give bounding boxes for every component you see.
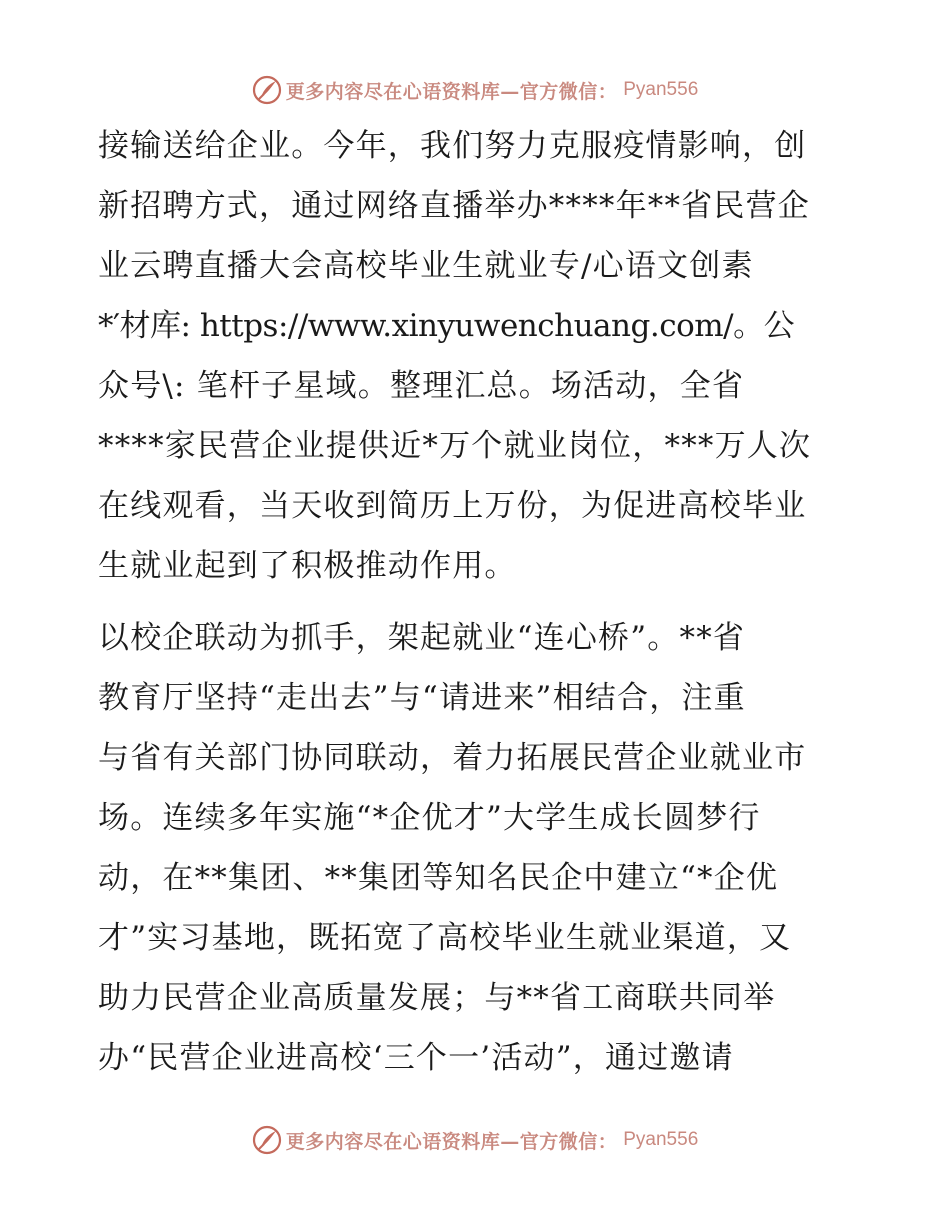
watermark-text: 更多内容尽在心语资料库—官方微信： — [285, 1130, 618, 1153]
document-body — [98, 116, 850, 1088]
watermark-wechat-id: Pyan556 — [623, 79, 699, 100]
text-line: 场。连续多年实施“*企优才”大学生成长圆梦行 — [98, 800, 761, 836]
text-line: ****家民营企业提供近*万个就业岗位，***万人次 — [98, 428, 812, 464]
text-line: *′材库: https://www.xinyuwenchuang.com/。公 — [98, 308, 795, 344]
paragraph — [98, 116, 850, 596]
feather-pen-logo-icon — [252, 75, 282, 105]
text-line: 才”实习基地，既拓宽了高校毕业生就业渠道，又 — [98, 920, 792, 956]
text-line: 众号\: 笔杆子星域。整理汇总。场活动，全省 — [98, 368, 745, 404]
text-line: 以校企联动为抓手，架起就业“连心桥”。**省 — [98, 620, 746, 656]
paragraph — [98, 608, 850, 1088]
text-line: 在线观看，当天收到简历上万份，为促进高校毕业 — [98, 488, 807, 524]
text-line: 动，在**集团、**集团等知名民企中建立“*企优 — [98, 860, 779, 896]
text-line: 接输送给企业。今年，我们努力克服疫情影响，创 — [98, 128, 807, 164]
text-line: 新招聘方式，通过网络直播举办****年**省民营企 — [98, 188, 810, 224]
text-line: 助力民营企业高质量发展；与**省工商联共同举 — [98, 980, 776, 1016]
text-line: 教育厅坚持“走出去”与“请进来”相结合，注重 — [98, 680, 746, 716]
footer-watermark — [0, 1120, 950, 1160]
header-watermark — [0, 70, 950, 110]
text-line: 与省有关部门协同联动，着力拓展民营企业就业市 — [98, 740, 807, 776]
watermark-text: 更多内容尽在心语资料库—官方微信： — [285, 80, 618, 103]
text-line: 业云聘直播大会高校毕业生就业专/心语文创素 — [98, 248, 754, 284]
feather-pen-logo-icon — [252, 1125, 282, 1155]
text-line: 生就业起到了积极推动作用。 — [98, 548, 517, 584]
watermark-wechat-id: Pyan556 — [623, 1129, 699, 1150]
text-line: 办“民营企业进高校‘三个一’活动”，通过邀请 — [98, 1040, 734, 1076]
